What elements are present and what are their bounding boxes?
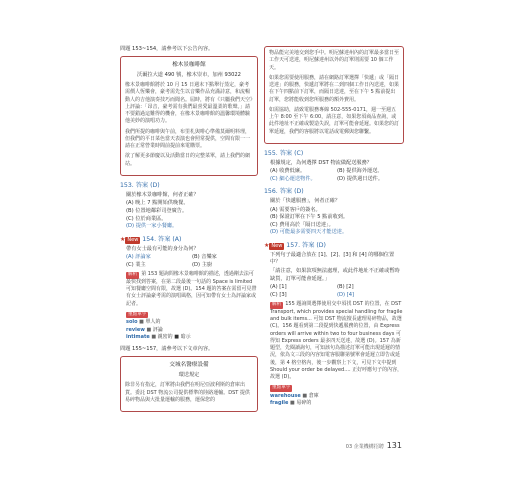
question-text: 下列句子最適合放在 [1]、[2]、[3] 和 [4] 的哪個位置中？	[270, 251, 395, 266]
question-154	[120, 236, 258, 342]
option: (A) [1]	[270, 284, 287, 291]
question-text: 關於橡木景咖啡館，何者正確？	[126, 191, 199, 198]
question-text: 根據規定，為何選擇 DST 物流做配送服務？	[270, 159, 372, 166]
vocab-item: fragile ■ 易碎的	[270, 400, 312, 407]
explanation-tag: 解析	[128, 272, 138, 278]
question-group-heading: 問題 155~157，請參考以下文章內容。	[120, 346, 214, 353]
option-correct: (C) 細心運送物件。	[270, 175, 316, 182]
article-box-continued	[264, 46, 404, 144]
question-title: 155. 答案 (C)	[264, 149, 304, 157]
notice-paragraph: 橡木景咖啡館將於 10 月 15 日週末下點舉行蒸定，豪考需價人恆樂會，豪考需先生以音樂作品充滿詩意，和流暢動人的吉他演奏技巧而聞名。屆時，將有《只屬我們天空》上評論：「昂音，豪考需有我們最喜愛最溫柔的歌聲。」請不要錯過這難得的機會，在橡木景咖啡館的溫馨環境體驗他美妙的演唱功力。	[125, 82, 253, 125]
question-156	[264, 188, 404, 237]
option: (B) 音樂家	[192, 254, 217, 261]
article-subtitle: 環送規定	[178, 371, 200, 378]
notice-box	[120, 56, 258, 176]
option: (A) 晚上 7 點開始供晚餐。	[126, 200, 189, 207]
vocab-item: intimate ■ 親密的 ■ 暗示	[126, 333, 191, 340]
option: (D) 提供週日送件。	[337, 175, 384, 182]
option: (B) 提供海外運送。	[337, 168, 383, 175]
question-title: ★ New 157. 答案 (D)	[264, 241, 326, 249]
question-155	[264, 150, 404, 184]
vocab-item: warehouse ■ 倉庫	[270, 392, 319, 399]
options-grid	[264, 284, 404, 299]
option-correct: (D) [4]	[337, 291, 355, 298]
vocab-item: review ■ 評論	[126, 326, 163, 333]
option: (C) 費用高於「隔日送達」。	[270, 221, 334, 228]
question-153	[120, 182, 258, 231]
option: (D) 主廚	[192, 261, 213, 268]
article-box	[120, 356, 258, 412]
question-group-heading: 問題 153~154，請參考以下公告內容。	[120, 46, 214, 52]
explanation-tag: 解析	[272, 302, 282, 308]
option: (A) 需要客戶的簽名。	[270, 206, 321, 213]
question-text: 關於「快遞服務」，何者正確？	[270, 198, 341, 205]
article-paragraph: 如果您需要使用服務，請在網路訂單選擇「快遞」或「隔日送達」的服務，快遞訂單將在二到四個工作日內送達，如果在下午四點前下訂單，而隔日送達，至在下午 5 點前提出訂單，您將能收到您所服務的額外費用。	[269, 74, 400, 103]
option: (A) 收費低廉。	[270, 168, 306, 175]
option: (C) 位於商業區。	[126, 215, 167, 222]
notice-paragraph: 我們所提的咖啡與午前，布里札與啡心準備莫爾明料理，但我們的平日菜色當天表演也會照常提供，空間有限一一請在正常營業時間前提前來電購票。	[125, 128, 251, 150]
star-icon: ★	[264, 241, 270, 249]
option: (B) [2]	[337, 284, 354, 291]
option-correct: (D) 提供一家小餐廳。	[126, 223, 178, 230]
vocab-item: solo ■ 單人的	[126, 319, 161, 326]
question-title: ★ New 154. 答案 (A)	[120, 235, 182, 243]
explanation: 解析 155 題詢問選擇使用交中須找 DST 的位置，在 DST Transport, which provides special handling for fragile and bulk items... 可知 DST 物流擅長處理易碎物品，故選 (C)。156 題看到第二段提到快遞服務的位置，由 Express orders will arrive within two to four business days 可得知 Express orders 最多四天送達，故選 (D)。157 為新題型，先閱讀詢句，可知該句為描述訂單可能出現延遲的情況，依為文三段的內容知電客服聯第號單會延遲立即告或延後，第 4 格空格內，後一步觀察上下文，可見下文中提到 Should your order be delayed.... 正好呼應句子的內容，故選 (D)。	[270, 301, 403, 381]
page-number: 131	[386, 441, 402, 450]
notice-paragraph: 欲了解更多節慶以及活動當日的完整菜單，請上我們的網站。	[125, 153, 251, 167]
option-correct: (D) 可能最多需要四天才能送達。	[270, 229, 348, 236]
option: (B) 保證訂單在下午 5 點前收到。	[270, 214, 349, 221]
question-157	[264, 242, 404, 407]
question-title: 153. 答案 (D)	[120, 181, 160, 189]
vocab-tag: 重點單字	[128, 311, 147, 317]
article-paragraph: 如需協助，請致電服務專線 502-555-0171，週一至週五上午 8:00 至下午 6:00，請注意，如果您須商品查詢，或此件地址不正確或製造失誤，訂單可能會延遲。如果您的訂單延遲，我們的客服將以電話或電郵與您聯繫。	[269, 106, 400, 135]
new-badge: New	[271, 242, 283, 249]
option: (C) 業主	[126, 261, 146, 268]
options-grid	[120, 254, 258, 269]
right-column	[264, 46, 404, 412]
question-text: 帶有女士最有可能的身分為何？	[126, 245, 199, 252]
left-column	[120, 46, 258, 418]
article-paragraph: 物品能完美地交到您手中。明尼蘇達州內的訂單最多當日至工作天可送達，明尼蘇達州以外的訂單則需要 10 個工作天。	[269, 50, 400, 71]
question-quote: 「請注意，如果款項無法處理，或此件地址不正確或暫時缺貨，訂單可能會延遲。」	[270, 268, 400, 282]
star-icon: ★	[120, 235, 126, 243]
new-badge: New	[127, 236, 139, 243]
options-grid	[264, 168, 404, 183]
question-title: 156. 答案 (D)	[264, 188, 304, 196]
option: (C) [3]	[270, 291, 287, 298]
notice-title: 橡木景咖啡館	[172, 61, 206, 68]
notice-address: 沃爾拉大道 490 號，橡木崇市，加州 93022	[137, 71, 241, 78]
chapter-label: 03 企業機構招聘	[345, 444, 384, 450]
vocab-tag: 重點單字	[272, 385, 291, 391]
article-title: 交城名醫療設備	[169, 361, 209, 368]
page-footer	[346, 440, 402, 452]
article-paragraph: 除非另有指定，訂單將由我們在明尼亞波利斯的倉庫出貨。委託 DST 物流公司提供標準的陸路運輸。DST 提供易碎物品與大批量運輸的服務，運保您的	[125, 382, 250, 403]
option-correct: (A) 評論家	[126, 254, 151, 261]
explanation: 解析 第 153 題詢問橡木景咖啡館的描述，透過剛去法可最快找到答案，在第二段最後一句話的 Space is limited 可知餐廳空間有限，故選 (D)。154 題的答案在需留可見帶有女士評論豪考需的演唱風格，因可知帶有女士為評論家或記者。	[126, 271, 257, 307]
option: (B) 位置地鄰彩司登廣告。	[126, 207, 188, 214]
